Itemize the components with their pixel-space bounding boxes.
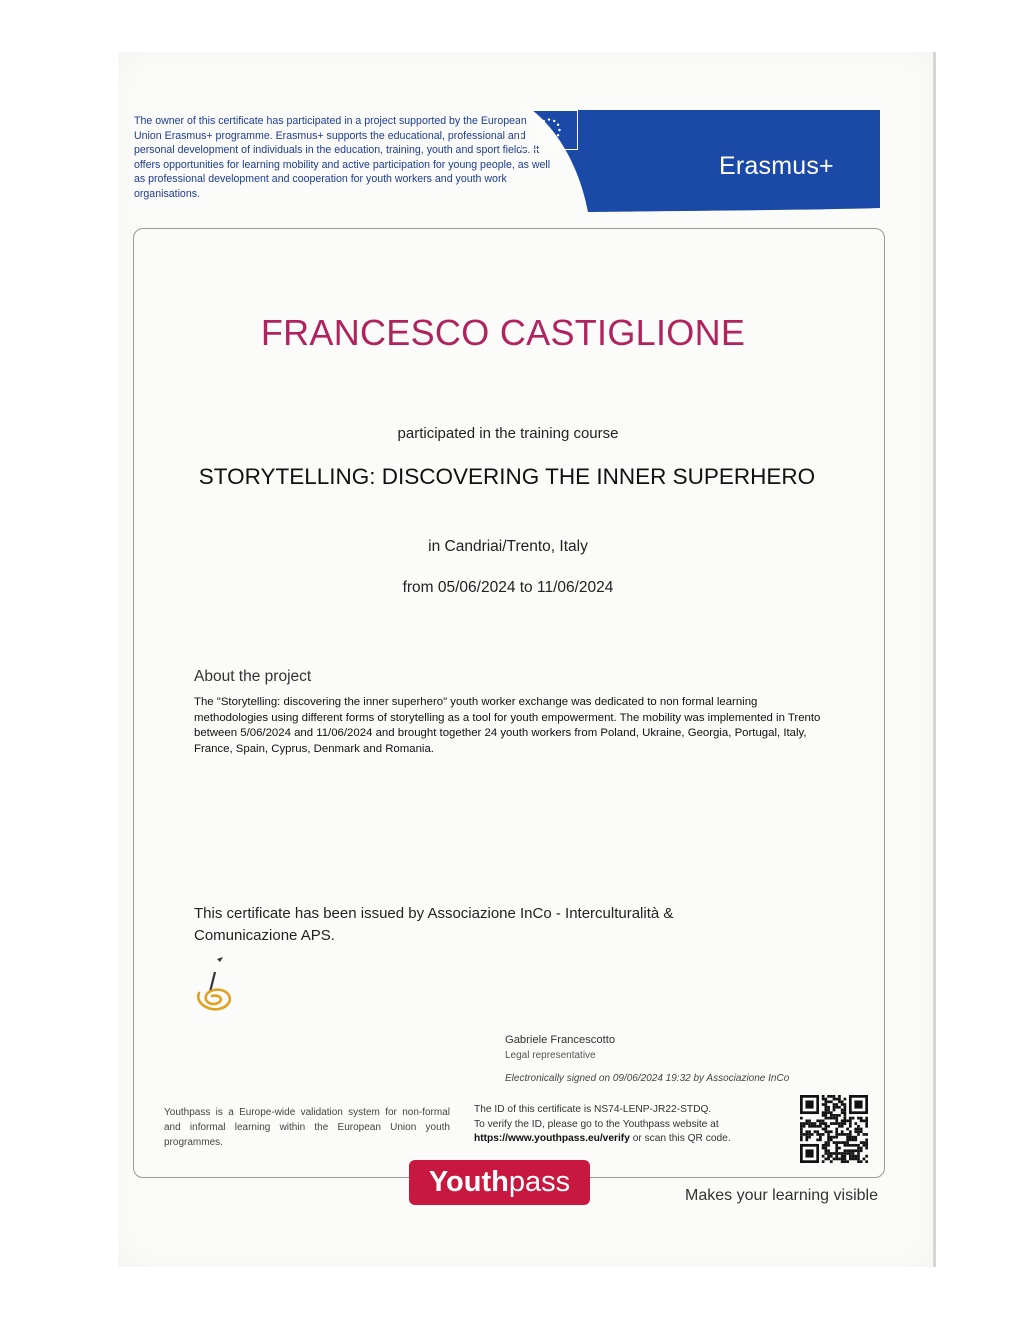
qr-module xyxy=(808,1122,811,1125)
qr-module xyxy=(857,1117,860,1120)
qr-module xyxy=(841,1160,844,1163)
qr-module xyxy=(803,1122,806,1125)
qr-module xyxy=(846,1133,849,1136)
qr-module xyxy=(844,1133,847,1136)
qr-module xyxy=(846,1149,849,1152)
qr-module xyxy=(844,1109,847,1112)
qr-module xyxy=(835,1152,838,1155)
qr-module xyxy=(814,1130,817,1133)
youthpass-logo xyxy=(409,1160,590,1205)
qr-module xyxy=(805,1119,808,1122)
qr-module xyxy=(835,1119,838,1122)
qr-module xyxy=(816,1130,819,1133)
qr-module xyxy=(865,1144,868,1147)
qr-module xyxy=(833,1106,836,1109)
qr-module xyxy=(849,1122,852,1125)
youthpass-logo-bold: Youth xyxy=(428,1166,509,1198)
qr-module xyxy=(800,1122,803,1125)
qr-module xyxy=(838,1122,841,1125)
qr-module xyxy=(852,1149,855,1152)
qr-module xyxy=(854,1158,857,1161)
qr-module xyxy=(824,1125,827,1128)
qr-module xyxy=(841,1122,844,1125)
qr-module xyxy=(808,1136,811,1139)
qr-module xyxy=(827,1155,830,1158)
qr-module xyxy=(805,1133,808,1136)
qr-module xyxy=(846,1128,849,1131)
qr-module xyxy=(830,1095,833,1098)
qr-module xyxy=(816,1119,819,1122)
qr-module xyxy=(857,1144,860,1147)
qr-module xyxy=(833,1141,836,1144)
qr-module xyxy=(852,1152,855,1155)
qr-module xyxy=(852,1155,855,1158)
qr-module xyxy=(800,1139,803,1142)
qr-module xyxy=(860,1141,863,1144)
qr-module xyxy=(835,1103,838,1106)
qr-module xyxy=(824,1144,827,1147)
qr-module xyxy=(857,1125,860,1128)
qr-module xyxy=(849,1155,852,1158)
eu-star xyxy=(543,138,545,140)
qr-module xyxy=(808,1130,811,1133)
eu-star xyxy=(557,134,559,136)
qr-module xyxy=(841,1133,844,1136)
qr-module xyxy=(824,1130,827,1133)
qr-module xyxy=(852,1139,855,1142)
qr-module xyxy=(835,1098,838,1101)
qr-module xyxy=(800,1133,803,1136)
qr-module xyxy=(827,1109,830,1112)
qr-module xyxy=(835,1122,838,1125)
qr-module xyxy=(816,1125,819,1128)
qr-module xyxy=(863,1144,866,1147)
qr-module xyxy=(827,1130,830,1133)
qr-module xyxy=(835,1144,838,1147)
qr-module xyxy=(860,1160,863,1163)
verify-instructions: To verify the ID, please go to the Youthpass website at xyxy=(474,1118,719,1130)
qr-module xyxy=(865,1155,868,1158)
qr-module xyxy=(827,1133,830,1136)
qr-module xyxy=(838,1095,841,1098)
qr-module xyxy=(833,1095,836,1098)
qr-module xyxy=(860,1119,863,1122)
qr-module xyxy=(830,1130,833,1133)
qr-module xyxy=(865,1141,868,1144)
qr-module xyxy=(824,1152,827,1155)
qr-module xyxy=(833,1152,836,1155)
qr-module xyxy=(857,1158,860,1161)
qr-module xyxy=(863,1141,866,1144)
qr-module xyxy=(865,1119,868,1122)
qr-module xyxy=(841,1141,844,1144)
qr-module xyxy=(824,1100,827,1103)
qr-module xyxy=(835,1128,838,1131)
qr-module xyxy=(844,1117,847,1120)
qr-module xyxy=(816,1133,819,1136)
qr-module xyxy=(824,1141,827,1144)
qr-module xyxy=(841,1152,844,1155)
qr-finder-part xyxy=(854,1100,862,1108)
qr-code-icon[interactable] xyxy=(800,1094,868,1164)
qr-module xyxy=(824,1098,827,1101)
qr-module xyxy=(827,1141,830,1144)
qr-module xyxy=(833,1122,836,1125)
qr-module xyxy=(854,1130,857,1133)
qr-module xyxy=(852,1158,855,1161)
qr-module xyxy=(833,1109,836,1112)
qr-module xyxy=(865,1133,868,1136)
qr-module xyxy=(857,1133,860,1136)
qr-module xyxy=(865,1125,868,1128)
qr-module xyxy=(844,1106,847,1109)
qr-module xyxy=(827,1149,830,1152)
qr-module xyxy=(860,1130,863,1133)
qr-module xyxy=(849,1136,852,1139)
qr-module xyxy=(822,1119,825,1122)
qr-module xyxy=(841,1103,844,1106)
qr-module xyxy=(844,1144,847,1147)
qr-module xyxy=(844,1155,847,1158)
qr-finder-part xyxy=(805,1100,813,1108)
qr-module xyxy=(811,1122,814,1125)
qr-module xyxy=(835,1106,838,1109)
qr-module xyxy=(827,1136,830,1139)
youthpass-description: Youthpass is a Europe-wide validation system for non-formal and informal learning within the European Union youth programmes. xyxy=(164,1107,450,1148)
qr-module xyxy=(830,1122,833,1125)
qr-module xyxy=(849,1158,852,1161)
qr-module xyxy=(803,1125,806,1128)
qr-module xyxy=(838,1147,841,1150)
qr-module xyxy=(800,1128,803,1131)
qr-module xyxy=(844,1152,847,1155)
qr-module xyxy=(854,1136,857,1139)
qr-module xyxy=(863,1119,866,1122)
qr-module xyxy=(844,1111,847,1114)
qr-module xyxy=(822,1095,825,1098)
qr-module xyxy=(833,1103,836,1106)
eu-star xyxy=(558,129,560,131)
course-dates: from 05/06/2024 to 11/06/2024 xyxy=(402,579,614,596)
qr-module xyxy=(857,1147,860,1150)
qr-module xyxy=(833,1117,836,1120)
qr-module xyxy=(833,1136,836,1139)
issuer-text: This certificate has been issued by Associazione InCo - Interculturalità & Comunicazione APS. xyxy=(194,905,674,944)
qr-module xyxy=(846,1160,849,1163)
qr-module xyxy=(805,1130,808,1133)
youthpass-logo-light: pass xyxy=(508,1166,571,1198)
qr-module xyxy=(857,1155,860,1158)
qr-module xyxy=(838,1133,841,1136)
qr-module xyxy=(808,1125,811,1128)
qr-module xyxy=(805,1122,808,1125)
qr-module xyxy=(830,1136,833,1139)
qr-module xyxy=(800,1117,803,1120)
erasmus-banner xyxy=(520,110,880,212)
verification-info xyxy=(474,1103,774,1147)
qr-module xyxy=(838,1158,841,1161)
qr-module xyxy=(824,1103,827,1106)
qr-module xyxy=(838,1114,841,1117)
qr-module xyxy=(844,1158,847,1161)
paper-edge xyxy=(933,52,936,1267)
qr-module xyxy=(852,1144,855,1147)
qr-module xyxy=(857,1128,860,1131)
qr-module xyxy=(814,1125,817,1128)
qr-module xyxy=(830,1117,833,1120)
qr-module xyxy=(849,1144,852,1147)
qr-module xyxy=(844,1141,847,1144)
qr-module xyxy=(854,1149,857,1152)
qr-module xyxy=(824,1158,827,1161)
qr-module xyxy=(841,1111,844,1114)
qr-module xyxy=(819,1125,822,1128)
qr-module xyxy=(833,1158,836,1161)
qr-module xyxy=(865,1147,868,1150)
qr-module xyxy=(846,1139,849,1142)
eu-star xyxy=(543,120,545,122)
qr-module xyxy=(827,1158,830,1161)
qr-module xyxy=(838,1106,841,1109)
scan-text: or scan this QR code. xyxy=(629,1133,731,1144)
intro-text: The owner of this certificate has participated in a project supported by the European Union Erasmus+ programme. Erasmus+ supports the educational, professional and personal development of individuals in the education, training, youth and sport fields. It offers opportunities for learning mobility and active participation for young people, as well as professional development and cooperation for youth workers and youth work organisations. xyxy=(134,115,551,200)
qr-module xyxy=(852,1117,855,1120)
qr-module xyxy=(800,1136,803,1139)
qr-module xyxy=(849,1130,852,1133)
qr-module xyxy=(822,1155,825,1158)
about-text: The "Storytelling: discovering the inner superhero" youth worker exchange was dedicated to non formal learning methodologies using different forms of storytelling as a tool for youth empowerment. The mobility was implemented in Trento between 5/06/2024 and 11/06/2024 and brought together 24 youth workers from Poland, Ukraine, Georgia, Portugal, Italy, France, Spain, Cyprus, Denmark and Romania. xyxy=(194,696,821,755)
qr-module xyxy=(827,1152,830,1155)
qr-module xyxy=(865,1117,868,1120)
qr-module xyxy=(844,1098,847,1101)
qr-module xyxy=(849,1139,852,1142)
participated-text: participated in the training course xyxy=(397,425,619,442)
qr-module xyxy=(846,1152,849,1155)
qr-module xyxy=(822,1133,825,1136)
qr-module xyxy=(835,1158,838,1161)
qr-module xyxy=(838,1125,841,1128)
qr-module xyxy=(827,1111,830,1114)
about-title: About the project xyxy=(194,668,312,685)
qr-module xyxy=(844,1122,847,1125)
qr-module xyxy=(860,1147,863,1150)
qr-module xyxy=(849,1119,852,1122)
qr-module xyxy=(835,1117,838,1120)
qr-module xyxy=(844,1103,847,1106)
qr-module xyxy=(841,1119,844,1122)
qr-module xyxy=(819,1122,822,1125)
verify-url-link[interactable]: https://www.youthpass.eu/verify xyxy=(474,1133,630,1144)
qr-module xyxy=(844,1160,847,1163)
qr-module xyxy=(800,1130,803,1133)
qr-module xyxy=(857,1160,860,1163)
eu-star xyxy=(553,120,555,122)
qr-module xyxy=(835,1136,838,1139)
qr-module xyxy=(811,1133,814,1136)
qr-module xyxy=(827,1106,830,1109)
qr-module xyxy=(824,1109,827,1112)
qr-module xyxy=(822,1144,825,1147)
qr-module xyxy=(824,1128,827,1131)
qr-module xyxy=(819,1119,822,1122)
qr-module xyxy=(860,1149,863,1152)
qr-module xyxy=(805,1139,808,1142)
qr-finder-part xyxy=(805,1149,813,1157)
qr-module xyxy=(849,1149,852,1152)
qr-module xyxy=(835,1155,838,1158)
qr-module xyxy=(814,1122,817,1125)
qr-module xyxy=(835,1133,838,1136)
qr-module xyxy=(803,1133,806,1136)
participant-name: FRANCESCO CASTIGLIONE xyxy=(260,312,746,353)
qr-module xyxy=(822,1160,825,1163)
qr-module xyxy=(841,1158,844,1161)
eu-star xyxy=(548,139,550,141)
qr-module xyxy=(838,1152,841,1155)
eu-star xyxy=(539,134,541,136)
qr-module xyxy=(835,1147,838,1150)
qr-module xyxy=(863,1158,866,1161)
qr-module xyxy=(833,1114,836,1117)
qr-module xyxy=(805,1136,808,1139)
qr-module xyxy=(838,1141,841,1144)
eu-star xyxy=(557,124,559,126)
certificate-id: The ID of this certificate is NS74-LENP-JR22-STDQ. xyxy=(474,1104,712,1115)
qr-module xyxy=(824,1111,827,1114)
qr-module xyxy=(841,1109,844,1112)
qr-module xyxy=(833,1098,836,1101)
qr-module xyxy=(841,1100,844,1103)
qr-module xyxy=(860,1117,863,1120)
qr-module xyxy=(819,1139,822,1142)
qr-module xyxy=(865,1160,868,1163)
qr-module xyxy=(808,1119,811,1122)
inco-spiral-logo-icon xyxy=(190,956,240,1014)
qr-module xyxy=(846,1141,849,1144)
qr-module xyxy=(830,1100,833,1103)
qr-module xyxy=(830,1160,833,1163)
qr-module xyxy=(830,1139,833,1142)
qr-module xyxy=(846,1119,849,1122)
eu-star xyxy=(539,124,541,126)
qr-module xyxy=(830,1114,833,1117)
qr-module xyxy=(811,1125,814,1128)
qr-module xyxy=(830,1111,833,1114)
qr-module xyxy=(835,1114,838,1117)
qr-module xyxy=(822,1114,825,1117)
qr-module xyxy=(844,1149,847,1152)
qr-module xyxy=(800,1125,803,1128)
qr-module xyxy=(827,1100,830,1103)
qr-module xyxy=(822,1103,825,1106)
qr-module xyxy=(827,1095,830,1098)
qr-module xyxy=(822,1111,825,1114)
course-place: in Candriai/Trento, Italy xyxy=(428,538,588,555)
qr-module xyxy=(844,1119,847,1122)
qr-module xyxy=(824,1114,827,1117)
qr-module xyxy=(822,1098,825,1101)
qr-module xyxy=(849,1117,852,1120)
qr-module xyxy=(865,1122,868,1125)
qr-module xyxy=(849,1125,852,1128)
youthpass-tagline: Makes your learning visible xyxy=(685,1187,878,1204)
qr-module xyxy=(854,1139,857,1142)
qr-module xyxy=(830,1155,833,1158)
qr-module xyxy=(824,1149,827,1152)
qr-module xyxy=(857,1130,860,1133)
verify-url-line xyxy=(474,1132,774,1147)
qr-module xyxy=(827,1117,830,1120)
qr-module xyxy=(824,1117,827,1120)
qr-module xyxy=(835,1141,838,1144)
eu-star xyxy=(548,118,550,120)
qr-module xyxy=(819,1133,822,1136)
qr-module xyxy=(822,1128,825,1131)
qr-module xyxy=(857,1152,860,1155)
qr-module xyxy=(824,1122,827,1125)
erasmus-label: Erasmus+ xyxy=(719,152,834,180)
qr-module xyxy=(808,1133,811,1136)
qr-module xyxy=(835,1130,838,1133)
qr-module xyxy=(822,1122,825,1125)
qr-module xyxy=(827,1144,830,1147)
qr-module xyxy=(849,1133,852,1136)
qr-module xyxy=(857,1149,860,1152)
qr-module xyxy=(827,1139,830,1142)
qr-module xyxy=(854,1144,857,1147)
qr-module xyxy=(860,1128,863,1131)
qr-module xyxy=(846,1136,849,1139)
qr-module xyxy=(835,1149,838,1152)
qr-module xyxy=(852,1136,855,1139)
signer-role: Legal representative xyxy=(505,1050,596,1061)
eu-star xyxy=(537,129,539,131)
qr-module xyxy=(846,1144,849,1147)
qr-module xyxy=(863,1133,866,1136)
signer-name: Gabriele Francescotto xyxy=(505,1034,616,1046)
qr-module xyxy=(838,1100,841,1103)
qr-module xyxy=(854,1155,857,1158)
eu-star xyxy=(553,138,555,140)
qr-module xyxy=(838,1098,841,1101)
qr-module xyxy=(844,1114,847,1117)
qr-module xyxy=(854,1128,857,1131)
qr-module xyxy=(819,1136,822,1139)
qr-module xyxy=(841,1130,844,1133)
electronic-signature: Electronically signed on 09/06/2024 19:32 by Associazione InCo xyxy=(505,1073,790,1084)
qr-module xyxy=(816,1139,819,1142)
qr-module xyxy=(865,1139,868,1142)
eu-stars-icon xyxy=(520,110,578,150)
qr-module xyxy=(830,1152,833,1155)
qr-module xyxy=(841,1125,844,1128)
qr-module xyxy=(849,1152,852,1155)
qr-module xyxy=(822,1147,825,1150)
qr-module xyxy=(854,1122,857,1125)
course-title: STORYTELLING: DISCOVERING THE INNER SUPERHERO xyxy=(198,464,816,489)
qr-module xyxy=(841,1155,844,1158)
qr-module xyxy=(827,1125,830,1128)
qr-module xyxy=(824,1147,827,1150)
qr-module xyxy=(824,1106,827,1109)
